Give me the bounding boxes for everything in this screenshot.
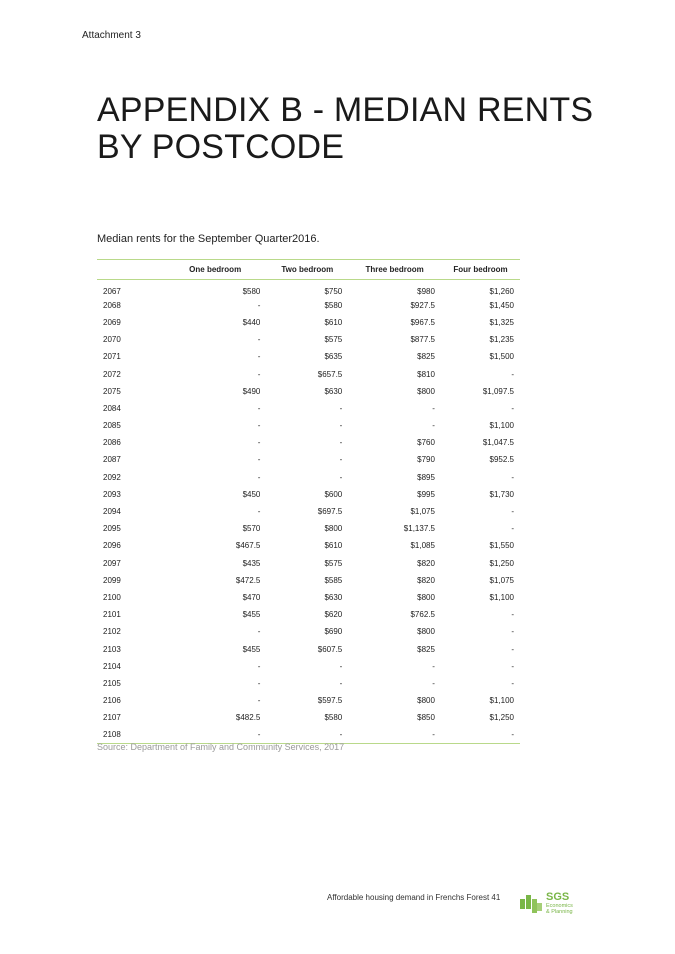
- table-row: [97, 589, 520, 606]
- column-header-two-bedroom: Two bedroom: [266, 260, 348, 280]
- table-row: [97, 658, 520, 675]
- rent-cell: -: [339, 678, 343, 688]
- postcode-cell: 2100: [103, 592, 121, 602]
- rent-cell: $467.5: [235, 541, 261, 551]
- sgs-logo-icon: [520, 893, 542, 915]
- rent-cell: $607.5: [317, 644, 343, 654]
- rent-cell: $800: [417, 592, 435, 602]
- rent-cell: -: [511, 644, 514, 654]
- rent-cell: -: [511, 627, 514, 637]
- rent-cell: $580: [242, 286, 261, 296]
- postcode-cell: 2107: [103, 713, 121, 723]
- table-row: [97, 434, 520, 451]
- table-row: [97, 331, 520, 348]
- rent-cell: $1,047.5: [482, 438, 514, 448]
- postcode-cell: 2086: [103, 438, 121, 448]
- rent-cell: -: [339, 421, 343, 431]
- postcode-cell: 2094: [103, 507, 121, 517]
- rent-cell: -: [441, 726, 520, 743]
- postcode-cell: 2102: [103, 627, 121, 637]
- logo-subtitle-line1: Economics: [546, 903, 573, 909]
- rent-cell: -: [511, 403, 514, 413]
- rent-cell: $490: [242, 386, 261, 396]
- rent-cell: $690: [324, 627, 343, 637]
- rent-cell: -: [511, 507, 514, 517]
- rent-cell: $697.5: [317, 507, 343, 517]
- rent-cell: $790: [417, 455, 435, 465]
- table-row: [97, 709, 520, 726]
- rent-cell: -: [511, 472, 514, 482]
- postcode-cell: 2068: [103, 300, 121, 310]
- rent-cell: $980: [417, 286, 435, 296]
- rent-cell: $610: [324, 541, 343, 551]
- source-note: Source: Department of Family and Community Services, 2017: [97, 742, 345, 752]
- rent-cell: $825: [417, 644, 435, 654]
- rent-cell: $800: [417, 386, 435, 396]
- rent-cell: $1,075: [410, 507, 435, 517]
- rent-cell: $1,250: [489, 713, 514, 723]
- postcode-cell: 2093: [103, 489, 121, 499]
- table-row: [97, 365, 520, 382]
- table-row: [97, 486, 520, 503]
- rent-cell: -: [257, 455, 261, 465]
- rent-cell: -: [257, 696, 261, 706]
- rent-cell: -: [266, 726, 348, 743]
- rent-cell: $575: [324, 558, 343, 568]
- rent-cell: $800: [324, 524, 343, 534]
- table-row: [97, 606, 520, 623]
- rent-cell: $1,097.5: [482, 386, 514, 396]
- rent-cell: $657.5: [317, 369, 343, 379]
- rent-cell: $455: [242, 610, 261, 620]
- rent-cell: $820: [417, 575, 435, 585]
- rent-cell: -: [511, 610, 514, 620]
- table-row: [97, 555, 520, 572]
- postcode-cell: 2108: [97, 726, 164, 743]
- rent-cell: -: [257, 472, 261, 482]
- rent-cell: $440: [242, 317, 261, 327]
- rent-cell: $820: [417, 558, 435, 568]
- rent-cell: $825: [417, 352, 435, 362]
- table-row: [97, 537, 520, 554]
- table-body: [97, 280, 520, 744]
- postcode-cell: 2067: [103, 286, 121, 296]
- postcode-cell: 2099: [103, 575, 121, 585]
- postcode-cell: 2106: [103, 696, 121, 706]
- footer-text: Affordable housing demand in Frenchs Forest 41: [327, 893, 501, 902]
- rent-cell: -: [339, 661, 343, 671]
- rent-cell: $450: [242, 489, 261, 499]
- rent-cell: -: [257, 403, 261, 413]
- table-row: [97, 520, 520, 537]
- rent-cell: $800: [417, 696, 435, 706]
- rent-cell: -: [257, 627, 261, 637]
- median-rents-table: [97, 259, 520, 744]
- column-header-one-bedroom: One bedroom: [164, 260, 266, 280]
- table-row: [97, 469, 520, 486]
- rent-cell: -: [348, 726, 441, 743]
- rent-cell: -: [511, 678, 514, 688]
- rent-cell: $1,075: [489, 575, 514, 585]
- table-row: [97, 280, 520, 297]
- column-header-four-bedroom: Four bedroom: [441, 260, 520, 280]
- rent-cell: $570: [242, 524, 261, 534]
- postcode-cell: 2070: [103, 335, 121, 345]
- rent-cell: $762.5: [410, 610, 435, 620]
- rent-cell: -: [257, 438, 261, 448]
- rent-cell: $760: [417, 438, 435, 448]
- postcode-cell: 2105: [103, 678, 121, 688]
- postcode-cell: 2095: [103, 524, 121, 534]
- rent-cell: -: [511, 524, 514, 534]
- rent-cell: $1,250: [489, 558, 514, 568]
- table-row: [97, 314, 520, 331]
- rent-cell: $580: [324, 713, 343, 723]
- rent-cell: -: [257, 678, 261, 688]
- rent-cell: $600: [324, 489, 343, 499]
- table-row: [97, 726, 520, 743]
- rent-cell: $482.5: [235, 713, 261, 723]
- postcode-cell: 2087: [103, 455, 121, 465]
- rent-cell: -: [339, 455, 343, 465]
- rent-cell: $1,325: [489, 317, 514, 327]
- rent-cell: $470: [242, 592, 261, 602]
- rent-cell: $927.5: [410, 300, 435, 310]
- rent-cell: -: [432, 661, 435, 671]
- rent-cell: $597.5: [317, 696, 343, 706]
- table-header-row: [97, 260, 520, 280]
- rent-cell: -: [432, 421, 435, 431]
- rent-cell: $455: [242, 644, 261, 654]
- sgs-logo: [520, 891, 580, 917]
- table-row: [97, 503, 520, 520]
- column-header-postcode: [97, 260, 164, 280]
- rent-cell: $630: [324, 386, 343, 396]
- page-title: APPENDIX B - MEDIAN RENTS BY POSTCODE: [97, 91, 594, 166]
- rent-cell: $1,085: [410, 541, 435, 551]
- postcode-cell: 2092: [103, 472, 121, 482]
- rent-cell: $1,100: [489, 592, 514, 602]
- rent-cell: $952.5: [489, 455, 514, 465]
- logo-subtitle-line2: & Planning: [546, 909, 573, 915]
- rent-cell: -: [257, 421, 261, 431]
- table-row: [97, 348, 520, 365]
- table-row: [97, 623, 520, 640]
- rent-cell: -: [257, 352, 261, 362]
- rent-cell: -: [339, 438, 343, 448]
- rent-cell: $895: [417, 472, 435, 482]
- postcode-cell: 2104: [103, 661, 121, 671]
- attachment-label: Attachment 3: [82, 30, 141, 41]
- rent-cell: $850: [417, 713, 435, 723]
- rent-cell: $620: [324, 610, 343, 620]
- rent-cell: $1,137.5: [403, 524, 435, 534]
- rent-cell: $1,100: [489, 421, 514, 431]
- table-row: [97, 675, 520, 692]
- table-row: [97, 383, 520, 400]
- rent-cell: $635: [324, 352, 343, 362]
- rent-cell: $575: [324, 335, 343, 345]
- rent-cell: -: [339, 403, 343, 413]
- rent-cell: $967.5: [410, 317, 435, 327]
- rent-cell: -: [257, 661, 261, 671]
- rent-cell: $585: [324, 575, 343, 585]
- table-row: [97, 640, 520, 657]
- postcode-cell: 2096: [103, 541, 121, 551]
- postcode-cell: 2097: [103, 558, 121, 568]
- rent-cell: $800: [417, 627, 435, 637]
- rent-cell: $1,260: [489, 286, 514, 296]
- rent-cell: $750: [324, 286, 343, 296]
- rent-cell: $630: [324, 592, 343, 602]
- rent-cell: -: [164, 726, 266, 743]
- rent-cell: $1,500: [489, 352, 514, 362]
- table-caption: Median rents for the September Quarter2016.: [97, 233, 320, 245]
- rent-cell: $1,730: [489, 489, 514, 499]
- rent-cell: -: [339, 472, 343, 482]
- rent-cell: -: [257, 369, 261, 379]
- postcode-cell: 2101: [103, 610, 121, 620]
- rent-cell: -: [432, 403, 435, 413]
- rent-cell: $435: [242, 558, 261, 568]
- table-row: [97, 572, 520, 589]
- rent-cell: $610: [324, 317, 343, 327]
- rent-cell: $1,100: [489, 696, 514, 706]
- rent-cell: $472.5: [235, 575, 261, 585]
- postcode-cell: 2071: [103, 352, 121, 362]
- rent-cell: $1,450: [489, 300, 514, 310]
- rent-cell: -: [432, 678, 435, 688]
- rent-cell: $810: [417, 369, 435, 379]
- table-row: [97, 400, 520, 417]
- table-row: [97, 451, 520, 468]
- rent-cell: $1,235: [489, 335, 514, 345]
- table-row: [97, 297, 520, 314]
- table-row: [97, 417, 520, 434]
- rent-cell: $877.5: [410, 335, 435, 345]
- rent-cell: -: [511, 369, 514, 379]
- postcode-cell: 2069: [103, 317, 121, 327]
- postcode-cell: 2072: [103, 369, 121, 379]
- rent-cell: $995: [417, 489, 435, 499]
- postcode-cell: 2084: [103, 403, 121, 413]
- rent-cell: -: [257, 300, 261, 310]
- postcode-cell: 2103: [103, 644, 121, 654]
- rent-cell: -: [257, 335, 261, 345]
- postcode-cell: 2075: [103, 386, 121, 396]
- rent-cell: $1,550: [489, 541, 514, 551]
- logo-brand: SGS: [546, 891, 570, 903]
- table-row: [97, 692, 520, 709]
- logo-subtitle: [546, 903, 573, 915]
- column-header-three-bedroom: Three bedroom: [348, 260, 441, 280]
- postcode-cell: 2085: [103, 421, 121, 431]
- rent-cell: -: [257, 507, 261, 517]
- rent-cell: $580: [324, 300, 343, 310]
- rent-cell: -: [511, 661, 514, 671]
